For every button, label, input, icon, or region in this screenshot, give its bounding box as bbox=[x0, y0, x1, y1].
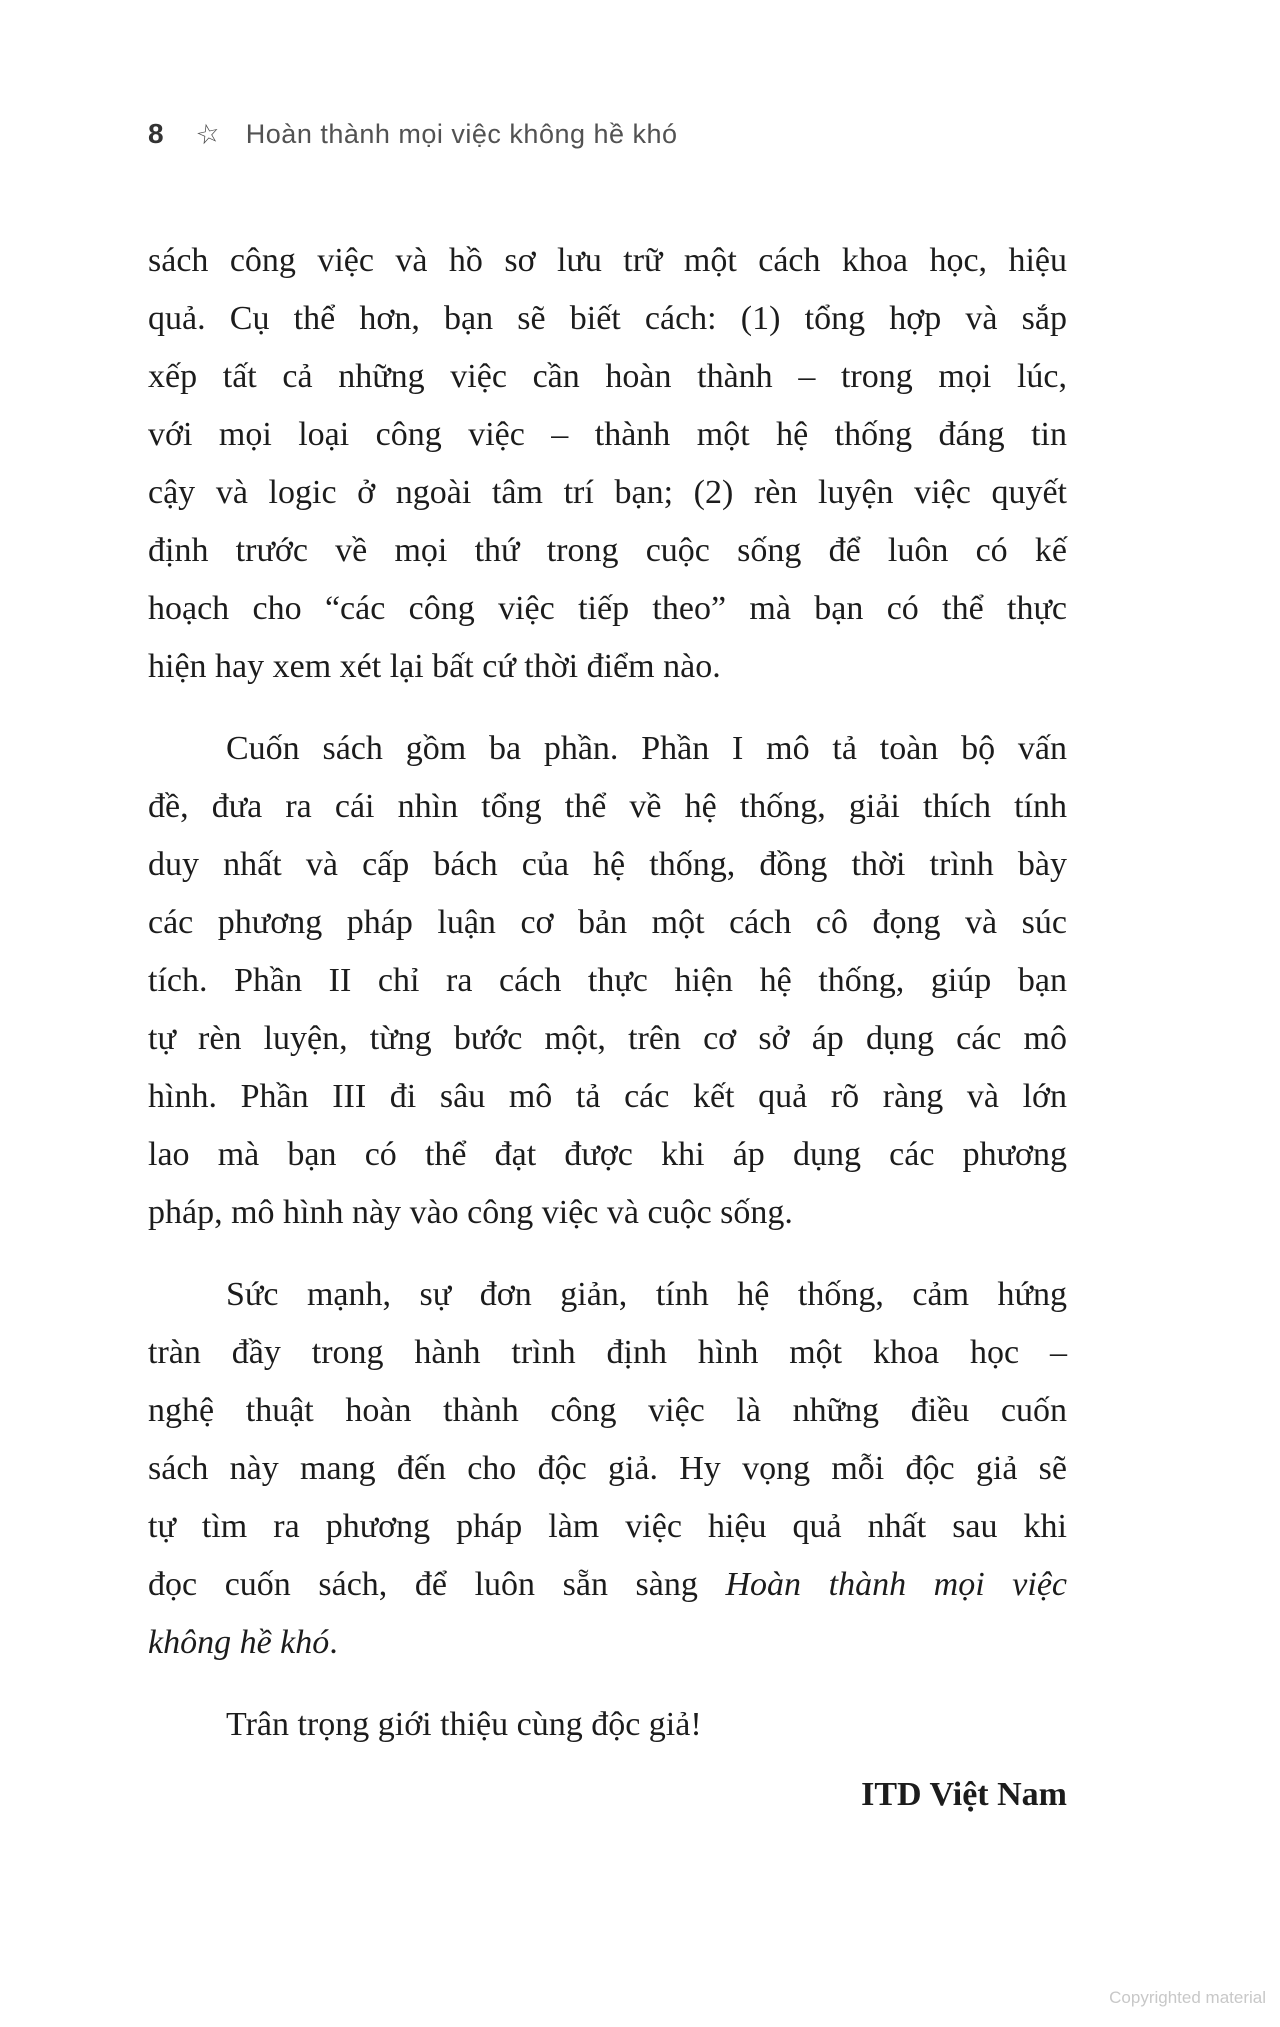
text-segment: tự tìm ra phương pháp làm việc hiệu quả nhất sau khi bbox=[148, 1508, 1067, 1545]
text-segment: các phương pháp luận cơ bản một cách cô đọng và súc bbox=[148, 904, 1067, 941]
body-line bbox=[148, 1126, 1067, 1184]
text-segment: sách này mang đến cho độc giả. Hy vọng mỗi độc giả sẽ bbox=[148, 1450, 1067, 1487]
text-segment: xếp tất cả những việc cần hoàn thành – trong mọi lúc, bbox=[148, 358, 1067, 395]
body-text bbox=[148, 232, 1067, 1824]
text-segment: sách công việc và hồ sơ lưu trữ một cách khoa học, hiệu bbox=[148, 242, 1067, 279]
text-segment: pháp, mô hình này vào công việc và cuộc sống. bbox=[148, 1194, 793, 1231]
text-segment: . bbox=[329, 1624, 338, 1661]
body-line bbox=[148, 1010, 1067, 1068]
body-line bbox=[148, 1766, 1067, 1824]
text-segment: Sức mạnh, sự đơn giản, tính hệ thống, cảm hứng bbox=[226, 1276, 1067, 1313]
page-number: 8 bbox=[148, 118, 164, 149]
text-segment: đọc cuốn sách, để luôn sẵn sàng bbox=[148, 1566, 726, 1603]
text-segment: tích. Phần II chỉ ra cách thực hiện hệ thống, giúp bạn bbox=[148, 962, 1067, 999]
body-line bbox=[148, 1614, 1067, 1672]
body-line bbox=[148, 580, 1067, 638]
paragraph-3 bbox=[148, 1266, 1067, 1672]
text-segment: hiện hay xem xét lại bất cứ thời điểm nào. bbox=[148, 648, 721, 685]
signature bbox=[148, 1766, 1067, 1824]
body-line bbox=[148, 1498, 1067, 1556]
body-line bbox=[148, 720, 1067, 778]
body-line bbox=[148, 522, 1067, 580]
text-segment: đề, đưa ra cái nhìn tổng thể về hệ thống, giải thích tính bbox=[148, 788, 1067, 825]
body-line bbox=[148, 406, 1067, 464]
body-line bbox=[148, 464, 1067, 522]
italic-text-segment: không hề khó bbox=[148, 1624, 330, 1661]
copyright-notice: Copyrighted material bbox=[1109, 1988, 1266, 2007]
star-icon: ☆ bbox=[192, 116, 223, 151]
running-title: Hoàn thành mọi việc không hề khó bbox=[245, 118, 678, 149]
text-segment: Trân trọng giới thiệu cùng độc giả! bbox=[226, 1706, 702, 1743]
body-line bbox=[148, 638, 1067, 696]
paragraph-1 bbox=[148, 232, 1067, 696]
body-line bbox=[148, 1696, 1067, 1754]
text-segment: tràn đầy trong hành trình định hình một khoa học – bbox=[148, 1334, 1067, 1371]
body-line bbox=[148, 1068, 1067, 1126]
body-line bbox=[148, 1324, 1067, 1382]
text-segment: quả. Cụ thể hơn, bạn sẽ biết cách: (1) tổng hợp và sắp bbox=[148, 300, 1067, 337]
text-segment: định trước về mọi thứ trong cuộc sống để luôn có kế bbox=[148, 532, 1067, 569]
body-line bbox=[148, 778, 1067, 836]
body-line bbox=[148, 1556, 1067, 1614]
text-segment: duy nhất và cấp bách của hệ thống, đồng thời trình bày bbox=[148, 846, 1067, 883]
body-line bbox=[148, 1184, 1067, 1242]
body-line bbox=[148, 232, 1067, 290]
text-segment: tự rèn luyện, từng bước một, trên cơ sở áp dụng các mô bbox=[148, 1020, 1067, 1057]
page-header bbox=[148, 118, 678, 150]
italic-text-segment: Hoàn thành mọi việc bbox=[725, 1566, 1068, 1603]
body-line bbox=[148, 1440, 1067, 1498]
text-segment: nghệ thuật hoàn thành công việc là những điều cuốn bbox=[148, 1392, 1067, 1429]
text-segment: cậy và logic ở ngoài tâm trí bạn; (2) rèn luyện việc quyết bbox=[148, 474, 1067, 511]
body-line bbox=[148, 1266, 1067, 1324]
text-segment: lao mà bạn có thể đạt được khi áp dụng các phương bbox=[148, 1136, 1067, 1173]
body-line bbox=[148, 348, 1067, 406]
body-line bbox=[148, 894, 1067, 952]
body-line bbox=[148, 290, 1067, 348]
text-segment: Cuốn sách gồm ba phần. Phần I mô tả toàn bộ vấn bbox=[226, 730, 1067, 767]
body-line bbox=[148, 836, 1067, 894]
body-line bbox=[148, 952, 1067, 1010]
text-segment: hoạch cho “các công việc tiếp theo” mà bạn có thể thực bbox=[148, 590, 1067, 627]
paragraph-closing bbox=[148, 1696, 1067, 1754]
text-segment: ITD Việt Nam bbox=[861, 1776, 1067, 1813]
body-line bbox=[148, 1382, 1067, 1440]
text-segment: hình. Phần III đi sâu mô tả các kết quả rõ ràng và lớn bbox=[148, 1078, 1067, 1115]
paragraph-2 bbox=[148, 720, 1067, 1242]
text-segment: với mọi loại công việc – thành một hệ thống đáng tin bbox=[148, 416, 1067, 453]
